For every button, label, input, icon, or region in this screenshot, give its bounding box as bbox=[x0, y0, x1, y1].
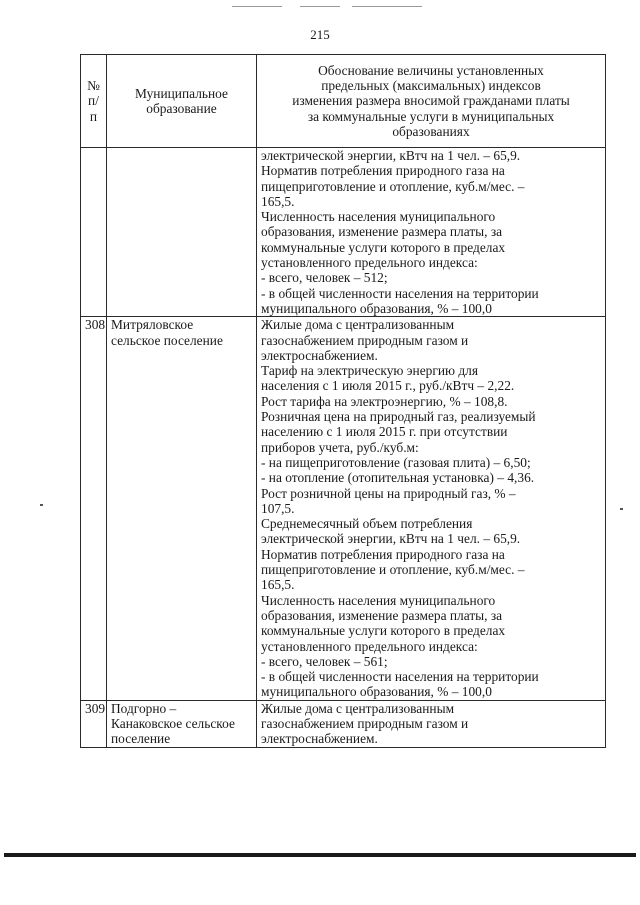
header-justification: Обоснование величины установленных предельных (максимальных) индексов изменения размера вносимой гражданами платы за коммунальные услуги в муниципальных образованиях bbox=[257, 55, 606, 148]
table-row bbox=[81, 700, 606, 747]
row-municipality: Подгорно – Канаковское сельское поселение bbox=[107, 700, 257, 747]
scan-artifact-top-right bbox=[352, 6, 422, 7]
row-justification: Жилые дома с централизованным газоснабжением природным газом и электроснабжением. Тариф на электрическую энергию для населения с 1 июля 2015 г., руб./кВтч – 2,22. Рост тарифа на электроэнергию, % – 108,8. Розничная цена на природный газ, реализуемый населению с 1 июля 2015 г. при отсутствии приборов учета, руб./куб.м: - на пищеприготовление (газовая плита) – 6,50; - на отопление (отопительная установка) – 4,36. Рост розничной цены на природный газ, % – 107,5. Среднемесячный объем потребления электрической энергии, кВтч на 1 чел. – 65,9. Норматив потребления природного газа на пищеприготовление и отопление, куб.м/мес. – 165,5. Численность населения муниципального образования, изменение размера платы, за коммунальные услуги которого в пределах установленного предельного индекса: - всего, человек – 561; - в общей численности населения на территории муниципального образования, % – 100,0 bbox=[257, 317, 606, 700]
scan-artifact-top-mid bbox=[300, 6, 340, 7]
margin-speck bbox=[620, 508, 623, 510]
table-header-row bbox=[81, 55, 606, 148]
scan-artifact-top-left bbox=[232, 6, 282, 7]
row-justification: электрической энергии, кВтч на 1 чел. – 65,9. Норматив потребления природного газа на пищеприготовление и отопление, куб.м/мес. – 165,5. Численность населения муниципального образования, изменение размера платы, за коммунальные услуги которого в пределах установленного предельного индекса: - всего, человек – 512; - в общей численности населения на территории муниципального образования, % – 100,0 bbox=[257, 148, 606, 317]
row-number bbox=[81, 148, 107, 317]
row-number: 308 bbox=[81, 317, 107, 700]
header-municipality: Муниципальное образование bbox=[107, 55, 257, 148]
row-municipality bbox=[107, 148, 257, 317]
page-number: 215 bbox=[310, 27, 330, 42]
row-justification: Жилые дома с централизованным газоснабжением природным газом и электроснабжением. bbox=[257, 700, 606, 747]
header-row-number: № п/п bbox=[81, 55, 107, 148]
row-number: 309 bbox=[81, 700, 107, 747]
table-row bbox=[81, 148, 606, 317]
table-row bbox=[81, 317, 606, 700]
bottom-rule bbox=[4, 853, 636, 857]
margin-speck bbox=[40, 504, 43, 506]
municipal-index-table bbox=[80, 54, 606, 748]
row-municipality: Митряловское сельское поселение bbox=[107, 317, 257, 700]
